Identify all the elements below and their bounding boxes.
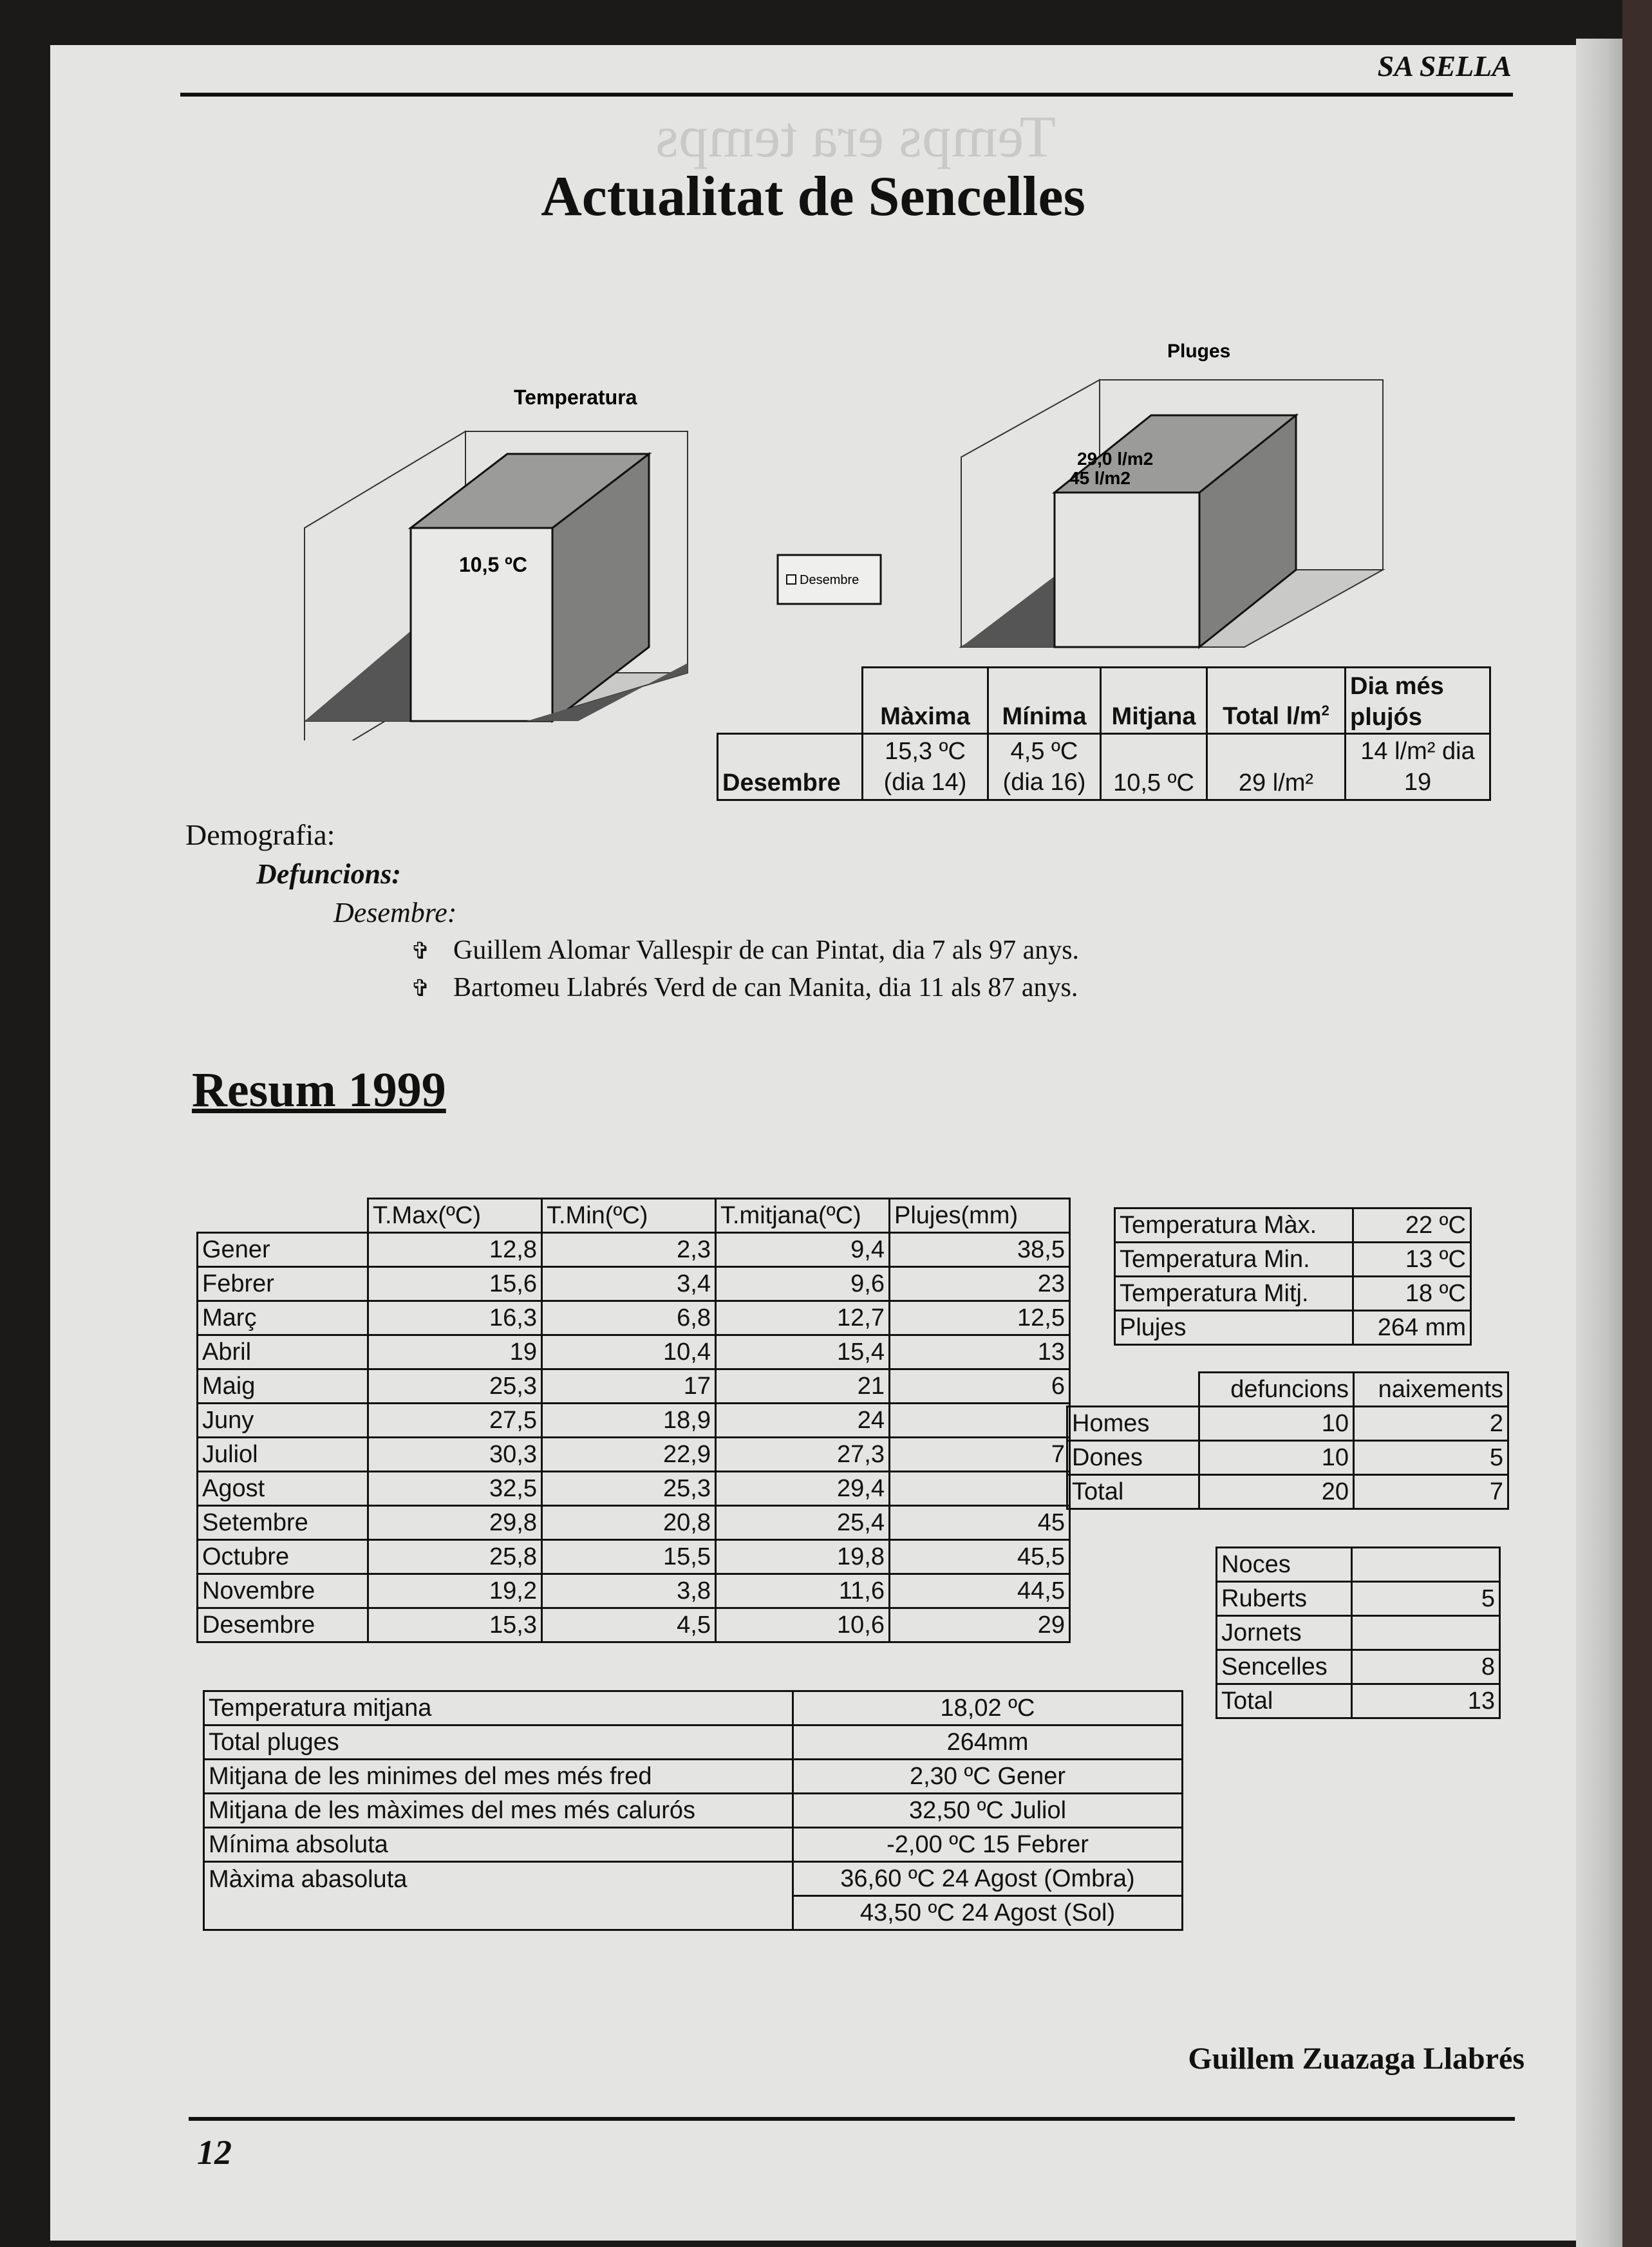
table-row xyxy=(1217,1548,1500,1582)
column-header xyxy=(198,1199,368,1233)
table-cell xyxy=(890,1472,1070,1506)
table-cell: 18 ºC xyxy=(1353,1277,1471,1311)
table-cell: 25,8 xyxy=(368,1540,542,1574)
floor-shadow xyxy=(961,576,1055,647)
row-label: Ruberts xyxy=(1217,1582,1352,1616)
header-rule xyxy=(180,93,1513,97)
row-label: Febrer xyxy=(198,1267,368,1301)
table-cell: 12,8 xyxy=(368,1233,542,1267)
row-label: Total xyxy=(1217,1684,1352,1718)
table-cell: 32,5 xyxy=(368,1472,542,1506)
table-cell: 2 xyxy=(1354,1407,1508,1441)
col-header: Mínima xyxy=(988,668,1101,734)
table-cell xyxy=(890,1404,1070,1438)
table-cell: 2,3 xyxy=(542,1233,716,1267)
row-label: Temperatura Màx. xyxy=(1115,1208,1353,1243)
table-row xyxy=(198,1438,1070,1472)
table-row xyxy=(204,1794,1183,1828)
table-cell: 10 xyxy=(1199,1407,1354,1441)
page-title: Actualitat de Sencelles xyxy=(541,165,1085,228)
chart-legend xyxy=(778,555,881,604)
weddings-table xyxy=(1216,1547,1501,1719)
table-cell: 22,9 xyxy=(542,1438,716,1472)
table-row xyxy=(204,1760,1183,1794)
row-label: Mitjana de les minimes del mes més fred xyxy=(204,1760,793,1794)
table-cell: 19,8 xyxy=(716,1540,890,1574)
table-cell: 18,9 xyxy=(542,1404,716,1438)
table-cell: 16,3 xyxy=(368,1301,542,1335)
table-cell: 19,2 xyxy=(368,1574,542,1608)
cross-icon: ✞ xyxy=(411,975,431,1002)
col-header: Mitjana xyxy=(1101,668,1207,734)
table-row xyxy=(204,1691,1183,1725)
table-cell: 32,50 ºC Juliol xyxy=(793,1794,1183,1828)
table-cell: 25,3 xyxy=(368,1369,542,1404)
row-label: Temperatura mitjana xyxy=(204,1691,793,1725)
column-header: defuncions xyxy=(1199,1373,1354,1407)
row-label: Total pluges xyxy=(204,1725,793,1760)
row-label: Mínima absoluta xyxy=(204,1828,793,1862)
table-row xyxy=(198,1369,1070,1404)
cell-rainiest-day: 14 l/m² dia 19 xyxy=(1346,734,1490,800)
col-header: Total $l/m^2$ xyxy=(1207,668,1346,734)
table-cell: 23 xyxy=(890,1267,1070,1301)
table-cell: 264 mm xyxy=(1353,1311,1471,1345)
row-label: Novembre xyxy=(198,1574,368,1608)
table-row xyxy=(1217,1582,1500,1616)
header-row xyxy=(1067,1373,1508,1407)
col-header: Dia més plujós xyxy=(1346,668,1490,734)
month-heading: Desembre: xyxy=(333,897,457,928)
table-cell: 29,8 xyxy=(368,1506,542,1540)
row-header: Desembre xyxy=(718,734,863,800)
table-row xyxy=(1115,1208,1471,1243)
table-row xyxy=(1217,1684,1500,1718)
table-row xyxy=(1115,1311,1471,1345)
row-label: Homes xyxy=(1067,1407,1199,1441)
table-cell: 13 xyxy=(1352,1684,1500,1718)
table-cell: 17 xyxy=(542,1369,716,1404)
table-cell: 25,4 xyxy=(716,1506,890,1540)
table-cell: 15,6 xyxy=(368,1267,542,1301)
table-row xyxy=(198,1472,1070,1506)
magazine-page: Temps era temps SA SELLA Actualitat de Sencelles Temperatura 10,5 ºC Desembre Pluges 29,0 l/m2 45 l/m2 Màxima Mínima Mitjana Total $l/m^2$ Dia més plujós Desembre 15,3 ºC (dia 14) 4,5 ºC (dia 16) 10,5 ºC 29 l/m² 14 l/m² dia 19 Demografia: Defuncions: Desembre: ✞ Guillem Alomar Vallespir de can Pintat, dia 7 als 97 anys. ✞ Bartomeu Llabrés Verd de can Manita, dia 11 als 87 anys. Resum 1999 T.Max(ºC) T.Min(ºC) T.mitjana(ºC) Plujes(mm) Gener 12,8 2,3 9,4 38,5 Febrer 15,6 3,4 9,6 23 Març 16,3 6,8 12,7 12,5 Abril 19 10,4 15,4 13 Maig 25,3 17 21 6 Juny 27,5 18,9 24 Juliol 30,3 22,9 27,3 7 Agost 32,5 25,3 29,4 Setembre 29,8 20,8 25,4 45 Octubre 25,8 15,5 19,8 45,5 Novembre 19,2 3,8 11,6 44,5 Desembre 15,3 4,5 10,6 29 Temperatura Màx. 22 ºC Temperatura Min. 13 ºC Temperatura Mitj. 18 ºC Plujes 264 mm defuncions naixements Homes 10 2 Dones 10 5 Total 20 7 Noces Ruberts 5 Jornets Sencelles 8 Total 13 Temperatura mitjana 18,02 ºC Total pluges 264mm Mitjana de les minimes del mes més fred 2,30 ºC Gener Mitjana de les màximes del mes més calurós 32,50 ºC Juliol Mínima absoluta -2,00 ºC 15 Febrer Màxima abasoluta 36,60 ºC 24 Agost (Ombra) 43,50 ºC 24 Agost (Sol) Guillem Zuazaga Llabrés 12 xyxy=(50,45,1576,2241)
data-label: 29,0 l/m2 xyxy=(1077,449,1154,469)
table-cell: 12,5 xyxy=(890,1301,1070,1335)
row-label: Octubre xyxy=(198,1540,368,1574)
table-cell: 8 xyxy=(1352,1650,1500,1684)
cross-icon: ✞ xyxy=(411,938,431,964)
author: Guillem Zuazaga Llabrés xyxy=(1188,2042,1525,2076)
table-cell: 4,5 xyxy=(542,1608,716,1642)
table-cell: 24 xyxy=(716,1404,890,1438)
entry-text: Guillem Alomar Vallespir de can Pintat, dia 7 als 97 anys. xyxy=(453,935,1080,965)
table-cell: 45 xyxy=(890,1506,1070,1540)
floor-shadow xyxy=(305,631,411,721)
footer-rule xyxy=(189,2117,1515,2121)
table-cell: 25,3 xyxy=(542,1472,716,1506)
table-cell: 22 ºC xyxy=(1353,1208,1471,1243)
table-cell: 5 xyxy=(1354,1441,1508,1475)
table-row xyxy=(1115,1277,1471,1311)
table-cell: 10,6 xyxy=(716,1608,890,1642)
table-cell: 13 ºC xyxy=(1353,1243,1471,1277)
table-row xyxy=(1217,1616,1500,1650)
table-cell: 36,60 ºC 24 Agost (Ombra) xyxy=(793,1862,1183,1896)
table-cell: 5 xyxy=(1352,1582,1500,1616)
monthly-table xyxy=(196,1198,1071,1643)
table-cell: 9,6 xyxy=(716,1267,890,1301)
row-label: Agost xyxy=(198,1472,368,1506)
table-cell: 20,8 xyxy=(542,1506,716,1540)
row-label: Juliol xyxy=(198,1438,368,1472)
table-cell: 18,02 ºC xyxy=(793,1691,1183,1725)
table-cell: 3,8 xyxy=(542,1574,716,1608)
row-label: Màxima abasoluta xyxy=(204,1862,793,1896)
row-label: Abril xyxy=(198,1335,368,1369)
table-row xyxy=(198,1301,1070,1335)
chart-title: Temperatura xyxy=(514,386,637,409)
cell-mean: 10,5 ºC xyxy=(1101,734,1207,800)
row-label: Juny xyxy=(198,1404,368,1438)
table-cell: 7 xyxy=(890,1438,1070,1472)
table-cell: 44,5 xyxy=(890,1574,1070,1608)
table-cell: 19 xyxy=(368,1335,542,1369)
cell-min: 4,5 ºC (dia 16) xyxy=(988,734,1101,800)
table-cell: 2,30 ºC Gener xyxy=(793,1760,1183,1794)
table-row xyxy=(1217,1650,1500,1684)
defuncions-heading: Defuncions: xyxy=(256,858,401,890)
table-cell: 15,5 xyxy=(542,1540,716,1574)
table-cell xyxy=(1352,1616,1500,1650)
row-label xyxy=(204,1896,793,1930)
table-row xyxy=(198,1574,1070,1608)
rain-chart xyxy=(952,328,1531,663)
list-item xyxy=(411,932,1079,970)
table-cell: 38,5 xyxy=(890,1233,1070,1267)
table-row xyxy=(204,1828,1183,1862)
legend-swatch xyxy=(787,575,796,584)
table-row xyxy=(204,1862,1183,1896)
table-cell: 9,4 xyxy=(716,1233,890,1267)
row-label: Març xyxy=(198,1301,368,1335)
row-label: Dones xyxy=(1067,1441,1199,1475)
table-cell: 15,4 xyxy=(716,1335,890,1369)
table-cell: 10,4 xyxy=(542,1335,716,1369)
cell-total: 29 l/m² xyxy=(1207,734,1346,800)
row-label: Total xyxy=(1067,1475,1199,1509)
binding-edge xyxy=(1622,0,1652,2247)
table-row xyxy=(198,1540,1070,1574)
column-header xyxy=(1067,1373,1199,1407)
legend-entry: Desembre xyxy=(800,573,859,587)
table-cell: 7 xyxy=(1354,1475,1508,1509)
data-label: 10,5 ºC xyxy=(459,553,527,576)
table-row xyxy=(1115,1243,1471,1277)
table-row xyxy=(198,1404,1070,1438)
entry-text: Bartomeu Llabrés Verd de can Manita, dia 11 als 87 anys. xyxy=(453,973,1078,1002)
table-cell: 27,3 xyxy=(716,1438,890,1472)
bar-desembre xyxy=(1055,493,1199,647)
table-cell: 11,6 xyxy=(716,1574,890,1608)
table-cell: 3,4 xyxy=(542,1267,716,1301)
annual-summary-table xyxy=(1114,1207,1472,1346)
obituary-list xyxy=(411,932,1079,1007)
column-header: T.mitjana(ºC) xyxy=(716,1199,890,1233)
table-cell: 20 xyxy=(1199,1475,1354,1509)
table-row xyxy=(198,1506,1070,1540)
table-row xyxy=(204,1896,1183,1930)
table-cell: 6,8 xyxy=(542,1301,716,1335)
table-row xyxy=(198,1608,1070,1642)
cell-max: 15,3 ºC (dia 14) xyxy=(863,734,988,800)
row-label: Mitjana de les màximes del mes més calurós xyxy=(204,1794,793,1828)
column-header: Plujes(mm) xyxy=(890,1199,1070,1233)
resum-title: Resum 1999 xyxy=(192,1063,446,1117)
table-cell: -2,00 ºC 15 Febrer xyxy=(793,1828,1183,1862)
header-row xyxy=(198,1199,1070,1233)
row-label: Jornets xyxy=(1217,1616,1352,1650)
table-cell: 45,5 xyxy=(890,1540,1070,1574)
row-label: Temperatura Mitj. xyxy=(1115,1277,1353,1311)
column-header: T.Max(ºC) xyxy=(368,1199,542,1233)
list-item xyxy=(411,970,1079,1007)
row-label: Sencelles xyxy=(1217,1650,1352,1684)
table-row xyxy=(204,1725,1183,1760)
births-deaths-table xyxy=(1066,1371,1509,1510)
table-row xyxy=(1067,1441,1508,1475)
chart-title: Pluges xyxy=(1167,341,1231,362)
data-label: 45 l/m2 xyxy=(1069,468,1131,488)
table-cell: 10 xyxy=(1199,1441,1354,1475)
demografia-heading: Demografia: xyxy=(185,818,335,851)
table-cell: 30,3 xyxy=(368,1438,542,1472)
table-cell: 29,4 xyxy=(716,1472,890,1506)
table-cell: 264mm xyxy=(793,1725,1183,1760)
row-label: Setembre xyxy=(198,1506,368,1540)
table-cell: 21 xyxy=(716,1369,890,1404)
column-header: T.Min(ºC) xyxy=(542,1199,716,1233)
table-row xyxy=(198,1267,1070,1301)
page-number: 12 xyxy=(197,2133,232,2172)
table-row xyxy=(1067,1407,1508,1441)
row-label: Plujes xyxy=(1115,1311,1353,1345)
col-header: Màxima xyxy=(863,668,988,734)
table-row xyxy=(1067,1475,1508,1509)
december-climate-table xyxy=(717,666,1491,801)
table-cell xyxy=(1352,1548,1500,1582)
row-label: Desembre xyxy=(198,1608,368,1642)
table-row xyxy=(198,1233,1070,1267)
table-row xyxy=(198,1335,1070,1369)
column-header: naixements xyxy=(1354,1373,1508,1407)
table-cell: 27,5 xyxy=(368,1404,542,1438)
table-cell: 12,7 xyxy=(716,1301,890,1335)
row-label: Noces xyxy=(1217,1548,1352,1582)
statistics-table xyxy=(203,1690,1183,1931)
row-label: Maig xyxy=(198,1369,368,1404)
table-cell: 13 xyxy=(890,1335,1070,1369)
table-cell: 15,3 xyxy=(368,1608,542,1642)
table-cell: 29 xyxy=(890,1608,1070,1642)
table-cell: 43,50 ºC 24 Agost (Sol) xyxy=(793,1896,1183,1930)
row-label: Temperatura Min. xyxy=(1115,1243,1353,1277)
table-cell: 6 xyxy=(890,1369,1070,1404)
magazine-name: SA SELLA xyxy=(1377,50,1512,82)
row-label: Gener xyxy=(198,1233,368,1267)
